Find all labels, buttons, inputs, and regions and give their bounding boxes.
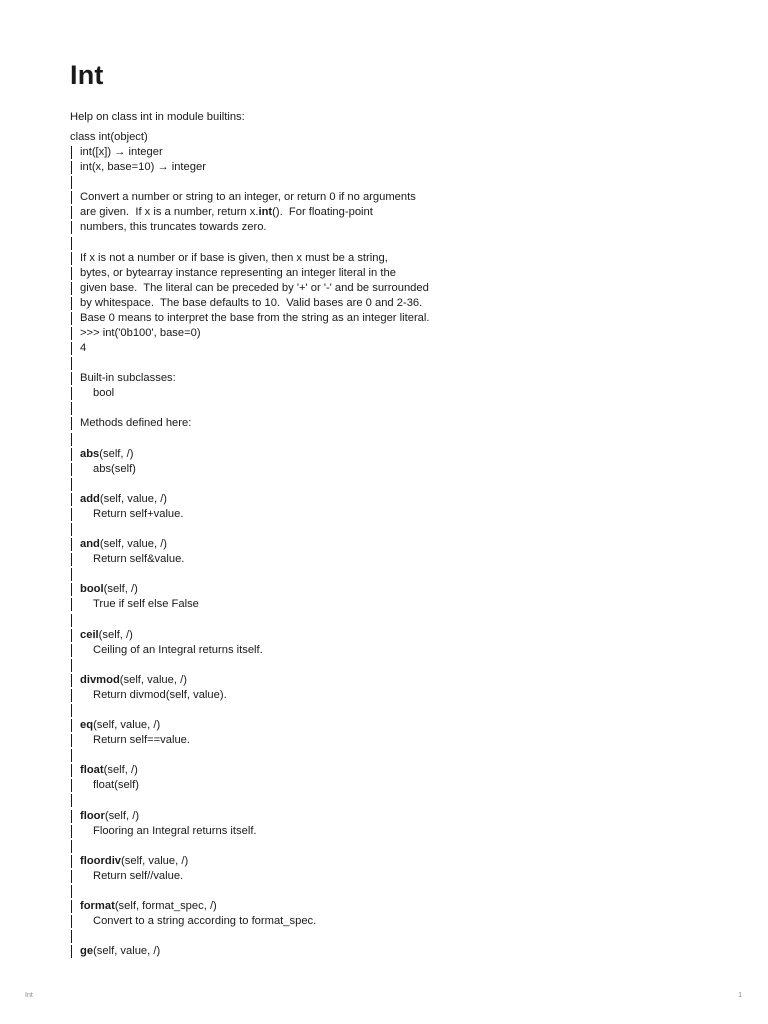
help-line (70, 854, 690, 869)
footer-page-number: 1 (738, 992, 742, 999)
help-line (70, 793, 690, 808)
help-line-text (80, 311, 429, 326)
text-segment: (). For floating-point (272, 206, 373, 219)
footer-doc-name: Int (25, 992, 33, 999)
help-line (70, 929, 690, 944)
help-line (70, 718, 690, 733)
help-line (70, 236, 690, 251)
help-line-text (80, 492, 167, 507)
text-segment: Flooring an Integral returns itself. (93, 824, 257, 837)
help-line (70, 703, 690, 718)
help-line (70, 326, 690, 341)
help-line-text (93, 914, 316, 929)
text-segment: (self, /) (103, 764, 138, 777)
method-name: floor (80, 809, 105, 822)
help-line (70, 462, 690, 477)
help-line-text (80, 809, 139, 824)
help-text-body (70, 130, 690, 959)
help-line (70, 778, 690, 793)
method-name: format (80, 899, 115, 912)
text-segment: (self, value, /) (99, 538, 168, 551)
help-line (70, 582, 690, 597)
help-line (70, 205, 690, 220)
help-line (70, 507, 690, 522)
help-line (70, 477, 690, 492)
text-segment: given base. The literal can be preceded by '+' or '-' and be surrounded (80, 281, 429, 294)
help-line-text (80, 190, 416, 205)
method-name: bool (80, 583, 104, 596)
help-line (70, 673, 690, 688)
text-segment: (self, format_spec, /) (114, 899, 217, 912)
text-segment: bytes, or bytearray instance representing an integer literal in the (80, 266, 396, 279)
help-line (70, 386, 690, 401)
help-line (70, 492, 690, 507)
help-line (70, 281, 690, 296)
text-segment: float(self) (93, 779, 140, 792)
help-line (70, 688, 690, 703)
help-line-text (93, 552, 184, 567)
text-segment: Return self&value. (93, 553, 185, 566)
help-line-text (80, 145, 163, 160)
help-line (70, 839, 690, 854)
help-line (70, 869, 690, 884)
help-line-text (80, 266, 396, 281)
help-line (70, 311, 690, 326)
text-segment: (self, value, /) (121, 854, 189, 867)
help-line-text (80, 944, 160, 959)
help-line (70, 296, 690, 311)
help-line (70, 628, 690, 643)
method-name: ceil (80, 628, 99, 641)
text-segment: bool (93, 387, 115, 400)
help-line (70, 884, 690, 899)
help-line (70, 416, 690, 431)
page-title: Int (70, 60, 104, 90)
help-line (70, 537, 690, 552)
help-line (70, 643, 690, 658)
text-segment: int([x]) → integer (80, 146, 163, 159)
help-line-text (80, 281, 429, 296)
text-segment: (self, /) (99, 447, 134, 460)
help-line-text (80, 673, 187, 688)
method-name: eq (80, 719, 94, 732)
help-line (70, 266, 690, 281)
text-segment: (self, value, /) (119, 673, 187, 686)
help-line-text (93, 778, 139, 793)
text-segment: (self, value, /) (93, 945, 161, 958)
help-line (70, 130, 690, 145)
help-line-text (80, 537, 167, 552)
help-line (70, 371, 690, 386)
method-name: and (80, 538, 100, 551)
help-line (70, 356, 690, 371)
help-line (70, 190, 690, 205)
method-name: abs (80, 447, 100, 460)
help-line (70, 341, 690, 356)
text-segment: >>> int('0b100', base=0) (80, 327, 201, 340)
help-line-text (80, 854, 188, 869)
method-name: float (80, 764, 104, 777)
help-line-text (70, 130, 148, 145)
help-line-text (80, 899, 217, 914)
help-line-text (80, 220, 267, 235)
text-segment: (self, /) (104, 809, 140, 822)
text-segment: Ceiling of an Integral returns itself. (93, 643, 263, 656)
method-name: floordiv (80, 854, 122, 867)
help-line-text (80, 718, 160, 733)
help-line-text (80, 251, 388, 266)
help-line-text (80, 371, 176, 386)
help-line-text (93, 386, 114, 401)
help-line (70, 145, 690, 160)
help-line-text (80, 205, 373, 220)
help-line (70, 567, 690, 582)
help-line (70, 175, 690, 190)
text-segment: Convert a number or string to an integer, or return 0 if no arguments (80, 191, 416, 204)
help-line-text (93, 869, 183, 884)
text-segment: Methods defined here: (80, 417, 192, 430)
help-line (70, 220, 690, 235)
text-segment: Built-in subclasses: (80, 372, 176, 385)
help-line-text (93, 733, 190, 748)
text-segment: Return self==value. (93, 734, 191, 747)
text-segment: (self, value, /) (93, 719, 161, 732)
help-line (70, 552, 690, 567)
help-line-text (80, 582, 138, 597)
help-line (70, 658, 690, 673)
help-line-text (93, 597, 199, 612)
help-line (70, 432, 690, 447)
help-line-text (93, 824, 257, 839)
text-segment: Return divmod(self, value). (93, 688, 227, 701)
help-line-text (80, 160, 206, 175)
text-segment: If x is not a number or if base is given, then x must be a string, (80, 251, 388, 264)
text-segment: Return self+value. (93, 507, 184, 520)
help-line (70, 733, 690, 748)
help-line-text (80, 296, 422, 311)
help-line-text (80, 628, 133, 643)
help-line-text (80, 763, 138, 778)
method-name: add (80, 492, 100, 505)
text-segment: are given. If x is a number, return x. (80, 206, 259, 219)
text-segment: (self, /) (98, 628, 133, 641)
text-segment: True if self else False (93, 598, 199, 611)
text-segment: numbers, this truncates towards zero. (80, 221, 267, 234)
method-name: divmod (80, 673, 120, 686)
help-intro: Help on class int in module builtins: (70, 111, 245, 123)
help-line (70, 251, 690, 266)
help-line (70, 748, 690, 763)
help-line (70, 613, 690, 628)
method-name: ge (80, 945, 94, 958)
help-line (70, 522, 690, 537)
text-segment: abs(self) (93, 462, 136, 475)
help-line (70, 824, 690, 839)
help-line (70, 447, 690, 462)
help-line-text (80, 447, 133, 462)
help-line-text (93, 688, 227, 703)
text-segment: (self, /) (103, 583, 138, 596)
text-segment: 4 (80, 342, 87, 355)
help-line (70, 809, 690, 824)
text-segment: Return self//value. (93, 869, 184, 882)
text-segment: Convert to a string according to format_spec. (93, 915, 317, 928)
help-line (70, 944, 690, 959)
help-line-text (80, 341, 86, 356)
help-line (70, 597, 690, 612)
help-line (70, 763, 690, 778)
text-segment: Base 0 means to interpret the base from the string as an integer literal. (80, 311, 430, 324)
help-line (70, 401, 690, 416)
text-segment: int(x, base=10) → integer (80, 161, 206, 174)
method-name: int (258, 206, 273, 219)
text-segment: class int(object) (70, 131, 148, 143)
help-line-text (80, 416, 191, 431)
help-line-text (93, 643, 263, 658)
help-line (70, 914, 690, 929)
help-line (70, 160, 690, 175)
text-segment: by whitespace. The base defaults to 10. Valid bases are 0 and 2-36. (80, 296, 423, 309)
help-line-text (93, 507, 183, 522)
help-line-text (80, 326, 201, 341)
help-line (70, 899, 690, 914)
text-segment: (self, value, /) (99, 492, 168, 505)
help-line-text (93, 462, 136, 477)
